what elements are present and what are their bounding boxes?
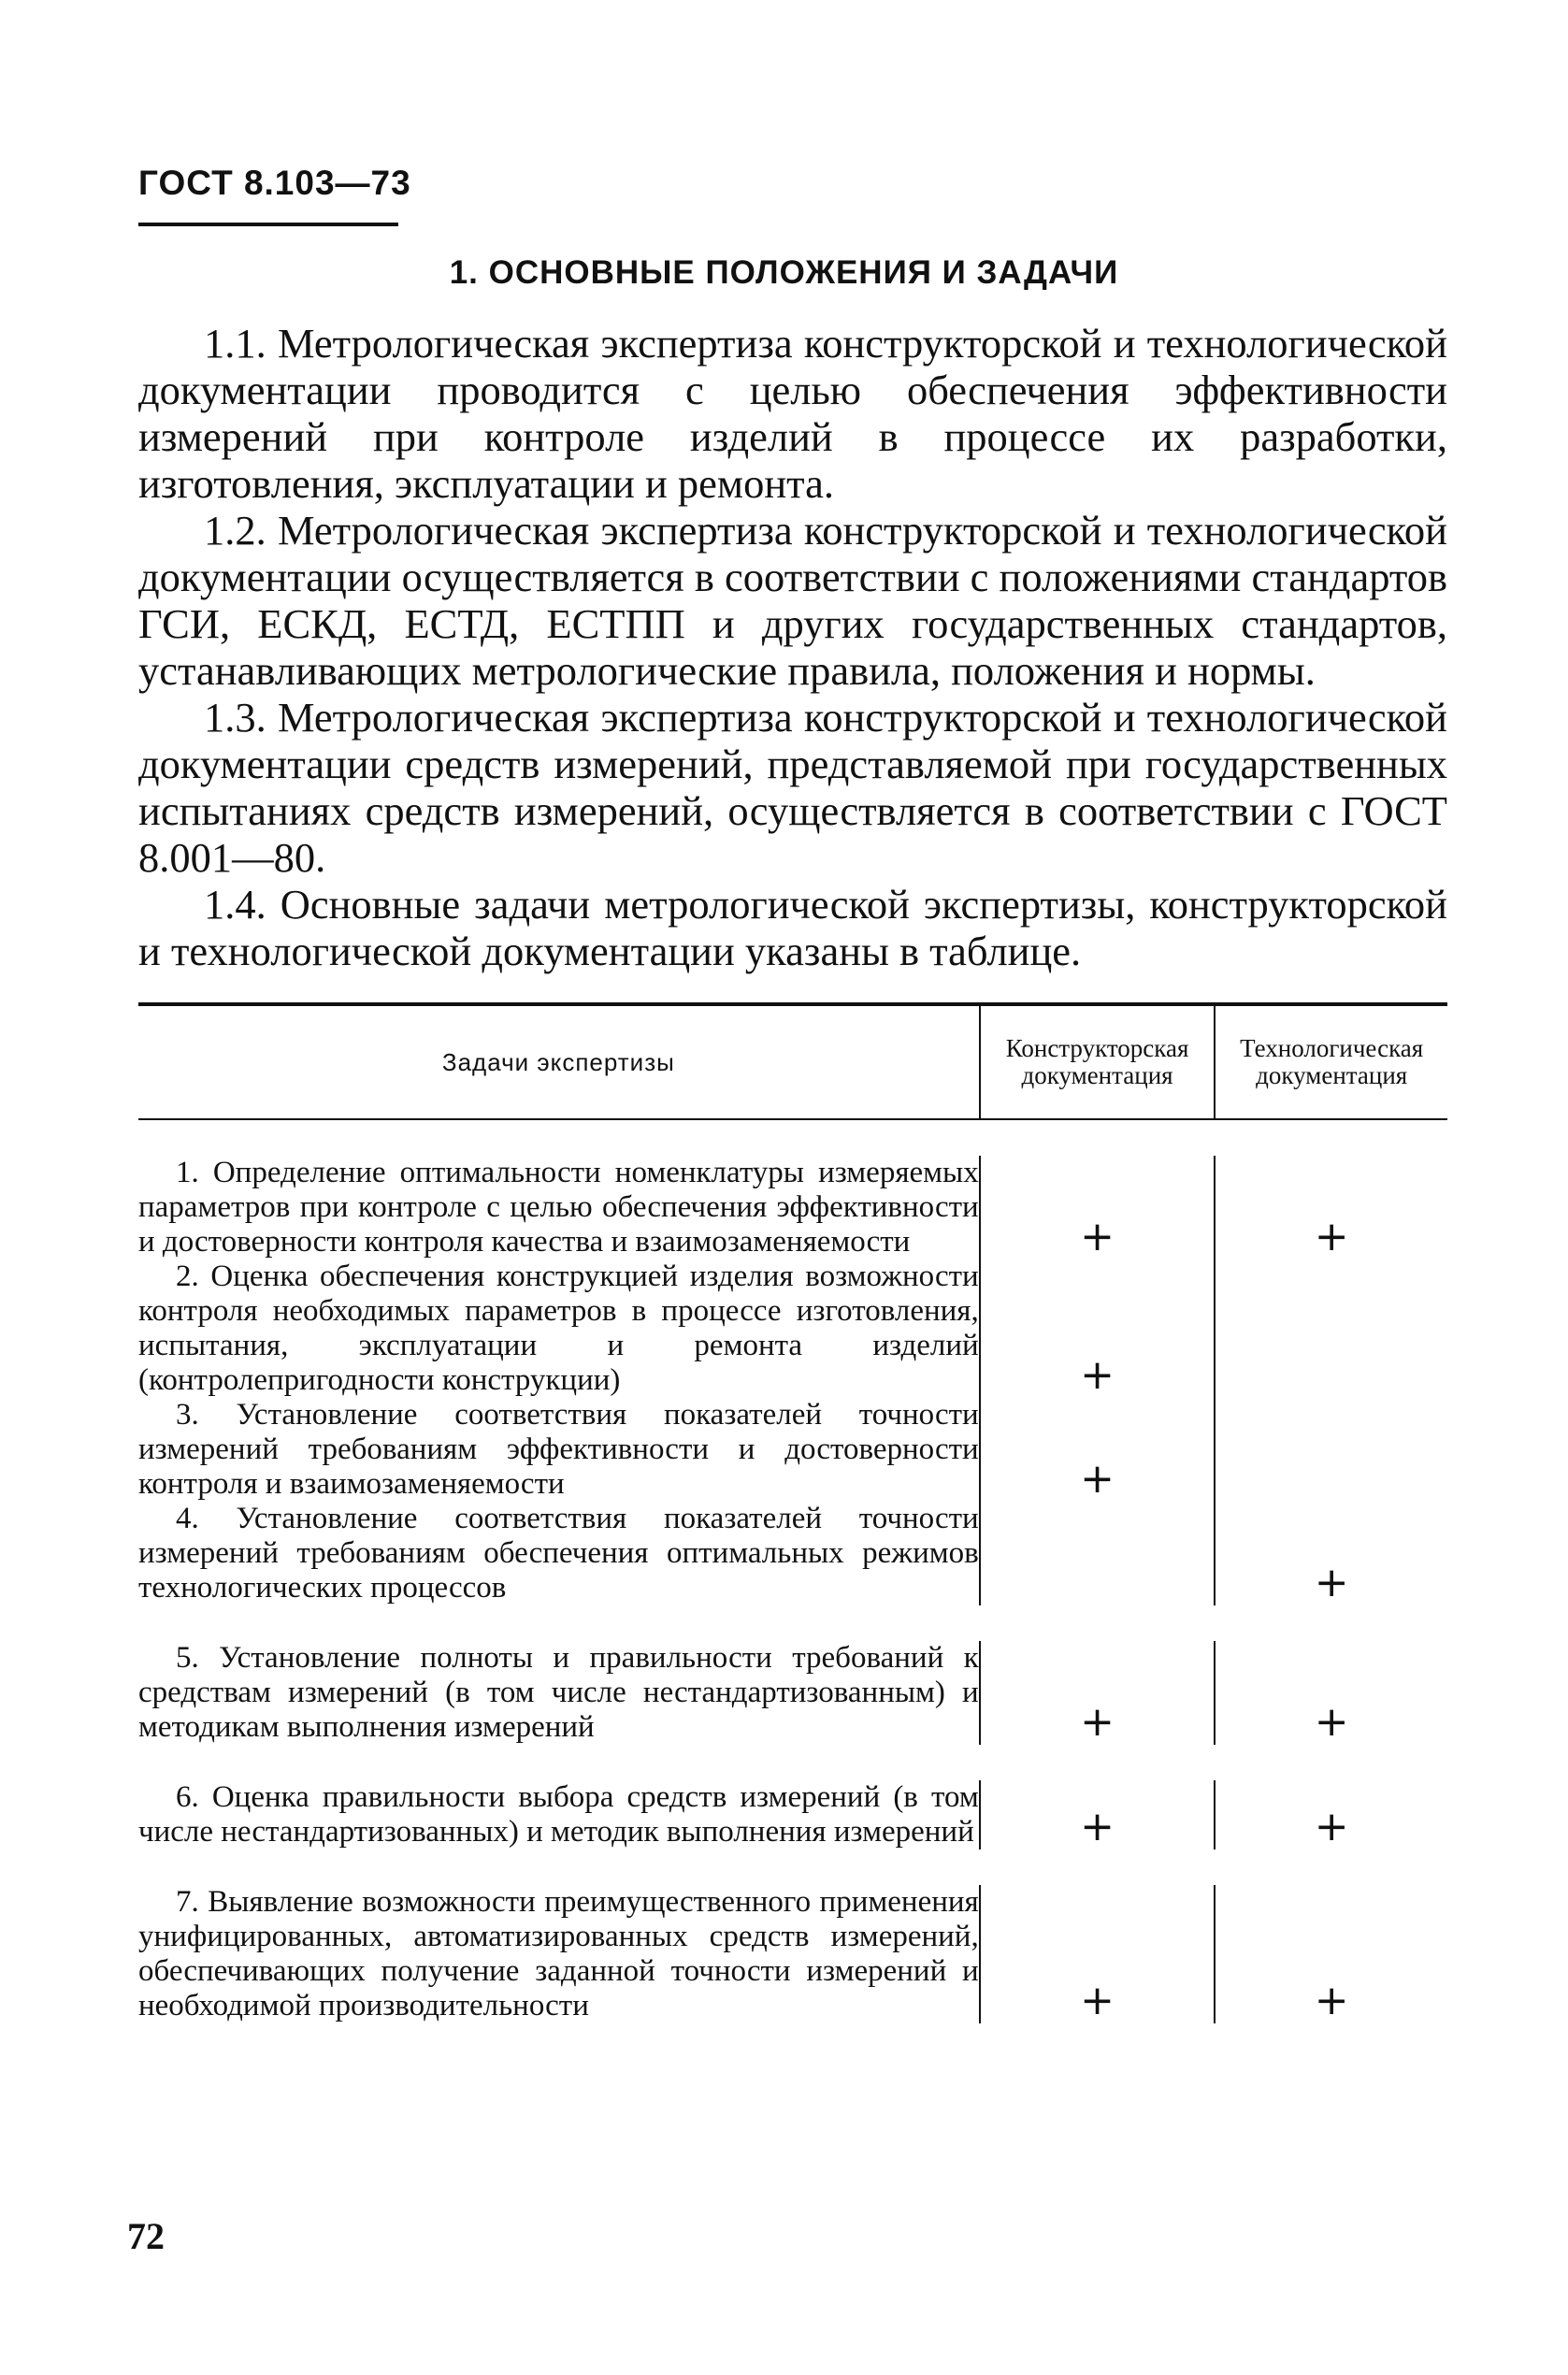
task-text: 6. Оценка правильности выбора средств измерений (в том числе нестандартизованных) и методик выполнения измерений [138, 1780, 979, 1849]
paragraph-1-2: 1.2. Метрологическая экспертиза конструкторской и технологической документации осуществляется в соответствии с положениями стандартов ГСИ, ЕСКД, ЕСТД, ЕСТПП и других государственных стандартов, устанавливающих метрологические правила, положения и нормы. [138, 507, 1447, 694]
tech-mark [1214, 1259, 1447, 1398]
table-row [138, 1120, 1447, 1259]
tech-mark: + [1214, 1780, 1447, 1850]
design-mark [979, 1502, 1215, 1605]
table-row [138, 1502, 1447, 1605]
task-text: 1. Определение оптимальности номенклатуры измеряемых параметров при контроле с целью обеспечения эффективности и достоверности контроля качества и взаимозаменяемости [138, 1156, 979, 1259]
section-title: 1. ОСНОВНЫЕ ПОЛОЖЕНИЯ И ЗАДАЧИ [449, 254, 1119, 291]
tech-mark: + [1214, 1502, 1447, 1605]
task-text: 7. Выявление возможности преимущественного применения унифицированных, автоматизированных средств измерений, обеспечивающих получение заданной точности измерений и необходимой производительности [138, 1885, 979, 2022]
table-row [138, 1398, 1447, 1502]
task-cell [138, 1259, 979, 1398]
design-mark: + [979, 1259, 1215, 1398]
task-text: 5. Установление полноты и правильности требований к средствам измерений (в том числе нестандартизованным) и методикам выполнения измерений [138, 1641, 979, 1744]
header-tech-docs: Технологическая документация [1214, 1006, 1447, 1118]
design-mark: + [979, 1156, 1215, 1259]
header-divider [138, 223, 398, 226]
tasks-table [138, 1002, 1447, 2023]
table-row [138, 1605, 1447, 1745]
tech-mark: + [1214, 1885, 1447, 2023]
tech-mark: + [1214, 1156, 1447, 1259]
header-tasks: Задачи экспертизы [441, 1047, 675, 1076]
design-mark: + [979, 1641, 1215, 1745]
task-text: 4. Установление соответствия показателей точности измерений требованиям обеспечения оптимальных режимов технологических процессов [138, 1502, 979, 1605]
table-row [138, 1745, 1447, 1850]
table-row [138, 1259, 1447, 1398]
task-cell [138, 1502, 979, 1605]
table-body [138, 1120, 1447, 2023]
design-mark: + [979, 1885, 1215, 2023]
table-header [138, 1006, 1447, 1120]
task-text: 2. Оценка обеспечения конструкцией изделия возможности контроля необходимых параметров в процессе изготовления, испытания, эксплуатации и ремонта изделий (контролепригодности конструкции) [138, 1259, 979, 1397]
task-cell [138, 1780, 979, 1850]
tech-mark [1214, 1398, 1447, 1502]
table-row [138, 1850, 1447, 2023]
task-cell [138, 1885, 979, 2023]
paragraph-1-1: 1.1. Метрологическая экспертиза конструкторской и технологической документации проводится с целью обеспечения эффективности измерений при контроле изделий в процессе их разработки, изготовления, эксплуатации и ремонта. [138, 320, 1447, 507]
tech-mark: + [1214, 1641, 1447, 1745]
task-cell [138, 1398, 979, 1502]
document-code: ГОСТ 8.103—73 [138, 164, 411, 202]
page-number: 72 [127, 2215, 165, 2257]
paragraph-1-3: 1.3. Метрологическая экспертиза конструкторской и технологической документации средств измерений, представляемой при государственных испытаниях средств измерений, осуществляется в соответствии с ГОСТ 8.001—80. [138, 694, 1447, 881]
task-text: 3. Установление соответствия показателей точности измерений требованиям эффективности и достоверности контроля и взаимозаменяемости [138, 1398, 979, 1501]
header-design-docs: Конструкторская документация [979, 1006, 1215, 1118]
design-mark: + [979, 1398, 1215, 1502]
task-cell [138, 1156, 979, 1259]
design-mark: + [979, 1780, 1215, 1850]
paragraph-1-4: 1.4. Основные задачи метрологической экспертизы, конструкторской и технологической документации указаны в таблице. [138, 881, 1447, 974]
body-text [138, 320, 1447, 974]
task-cell [138, 1641, 979, 1745]
